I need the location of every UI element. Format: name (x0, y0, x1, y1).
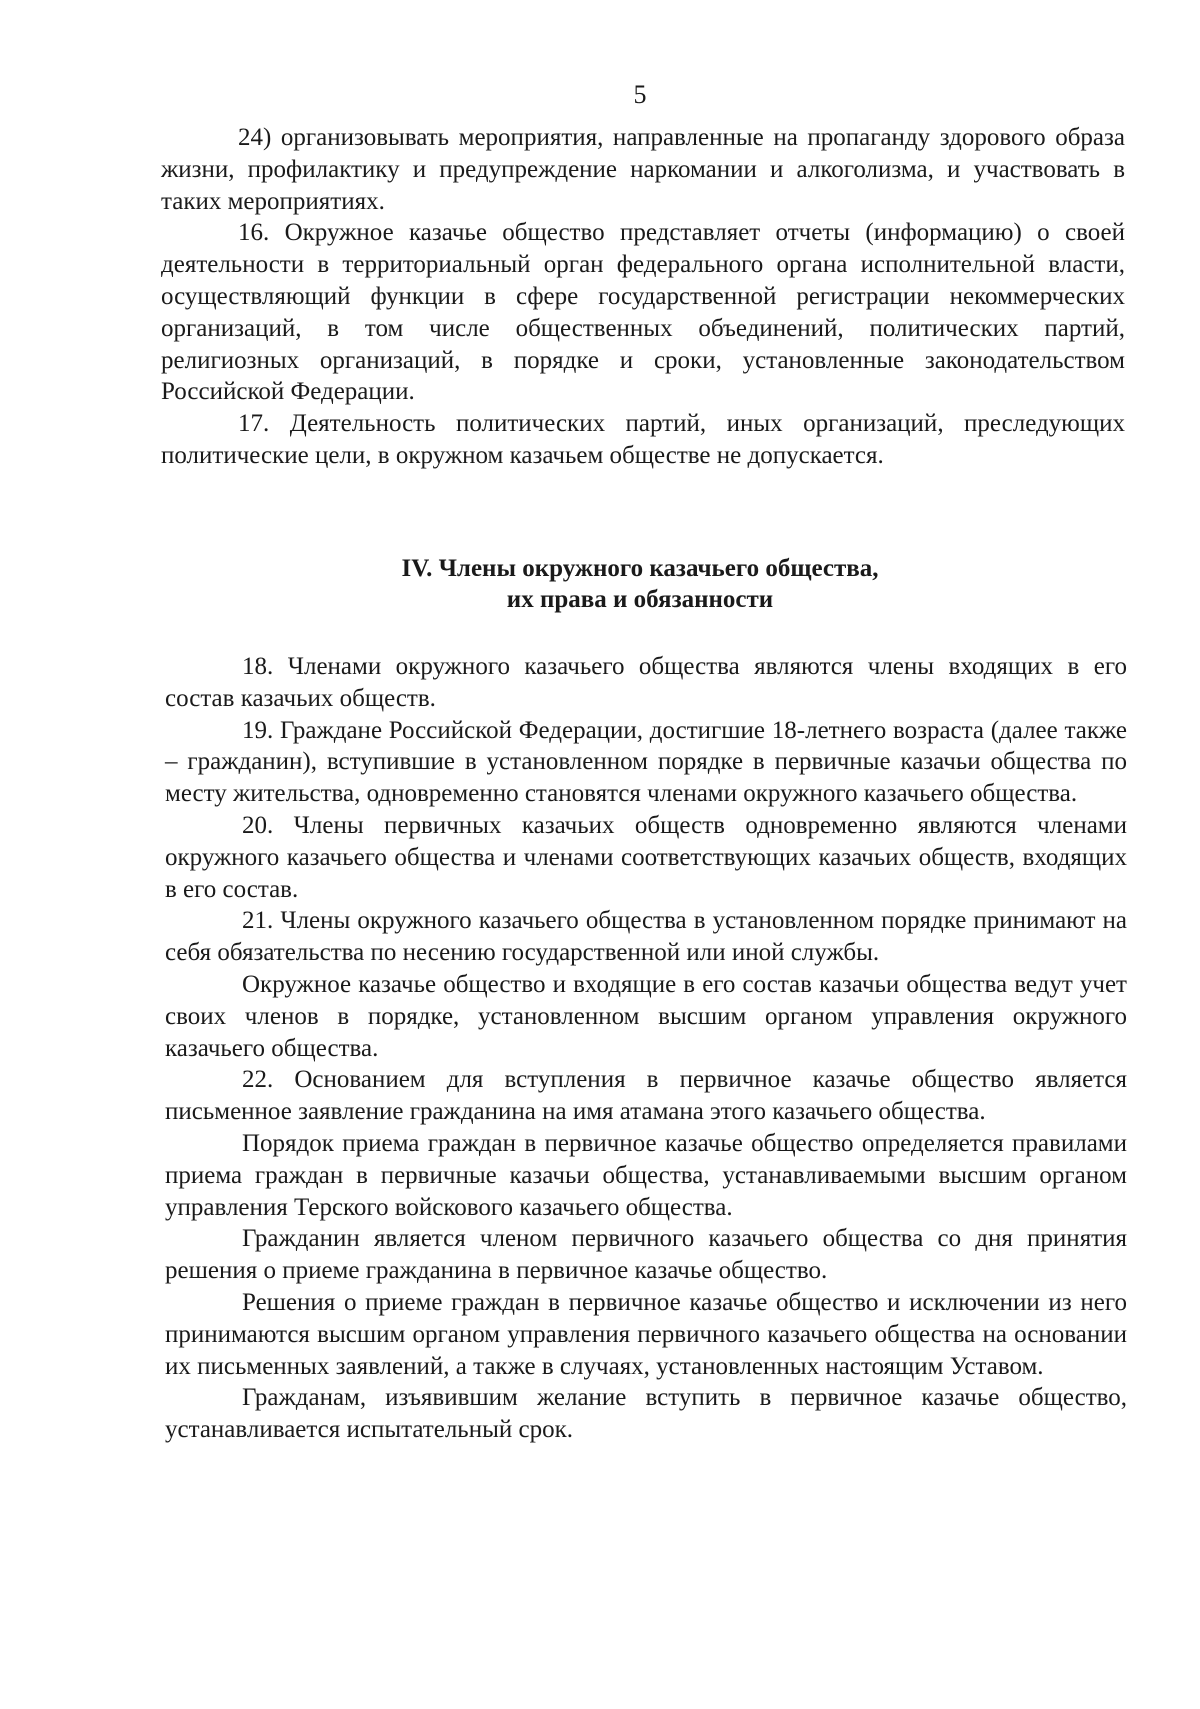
paragraph-20: 20. Члены первичных казачьих обществ одновременно являются членами окружного казачьего общества и членами соответствующих казачьих обществ, входящих в его состав. (165, 811, 1127, 903)
paragraph-22-probation: Гражданам, изъявившим желание вступить в первичное казачье общество, устанавливается испытательный срок. (165, 1384, 1127, 1444)
section-heading-line-2: их права и обязанности (506, 586, 774, 613)
section-1-body (161, 122, 1125, 472)
paragraph-17: 17. Деятельность политических партий, иных организаций, преследующих политические цели, в окружном казачьем обществе не допускается. (161, 410, 1125, 469)
paragraph-21-member-records: Окружное казачье общество и входящие в его состав казачьи общества ведут учет своих членов в порядке, установленном высшим органом управления окружного казачьего общества. (165, 970, 1127, 1062)
paragraph-22-decisions: Решения о приеме граждан в первичное казачье общество и исключении из него принимаются высшим органом управления первичного казачьего общества на основании их письменных заявлений, а также в случаях, установленных настоящим Уставом. (165, 1288, 1127, 1380)
paragraph-22-admission-rules: Порядок приема граждан в первичное казачье общество определяется правилами приема граждан в первичные казачьи общества, устанавливаемыми высшим органом управления Терского войскового казачьего общества. (165, 1129, 1127, 1221)
paragraph-18: 18. Членами окружного казачьего общества являются члены входящих в его состав казачьих обществ. (165, 653, 1127, 712)
section-heading-line-1: IV. Члены окружного казачьего общества, (401, 555, 879, 582)
section-2-body (165, 651, 1127, 1446)
paragraph-21: 21. Члены окружного казачьего общества в установленном порядке принимают на себя обязательства по несению государственной или иной службы. (165, 907, 1127, 967)
section-heading (0, 553, 1200, 615)
paragraph-item-24: 24) организовывать мероприятия, направленные на пропаганду здорового образа жизни, профилактику и предупреждение наркомании и алкоголизма, и участвовать в таких мероприятиях. (161, 124, 1125, 215)
paragraph-22-membership-date: Гражданин является членом первичного казачьего общества со дня принятия решения о приеме гражданина в первичное казачье общество. (165, 1225, 1127, 1285)
paragraph-19: 19. Граждане Российской Федерации, достигшие 18-летнего возраста (далее также – гражданин), вступившие в установленном порядке в первичные казачьи общества по месту жительства, одновременно становятся членами окружного казачьего общества. (165, 716, 1127, 808)
paragraph-22: 22. Основанием для вступления в первичное казачье общество является письменное заявление гражданина на имя атамана этого казачьего общества. (165, 1066, 1127, 1126)
paragraph-16: 16. Окружное казачье общество представляет отчеты (информацию) о своей деятельности в территориальный орган федерального органа исполнительной власти, осуществляющий функции в сфере государственной регистрации некоммерческих организаций, в том числе общественных объединений, политических партий, религиозных организаций, в порядке и сроки, установленные законодательством Российской Федерации. (161, 219, 1125, 406)
page-number: 5 (633, 80, 647, 109)
